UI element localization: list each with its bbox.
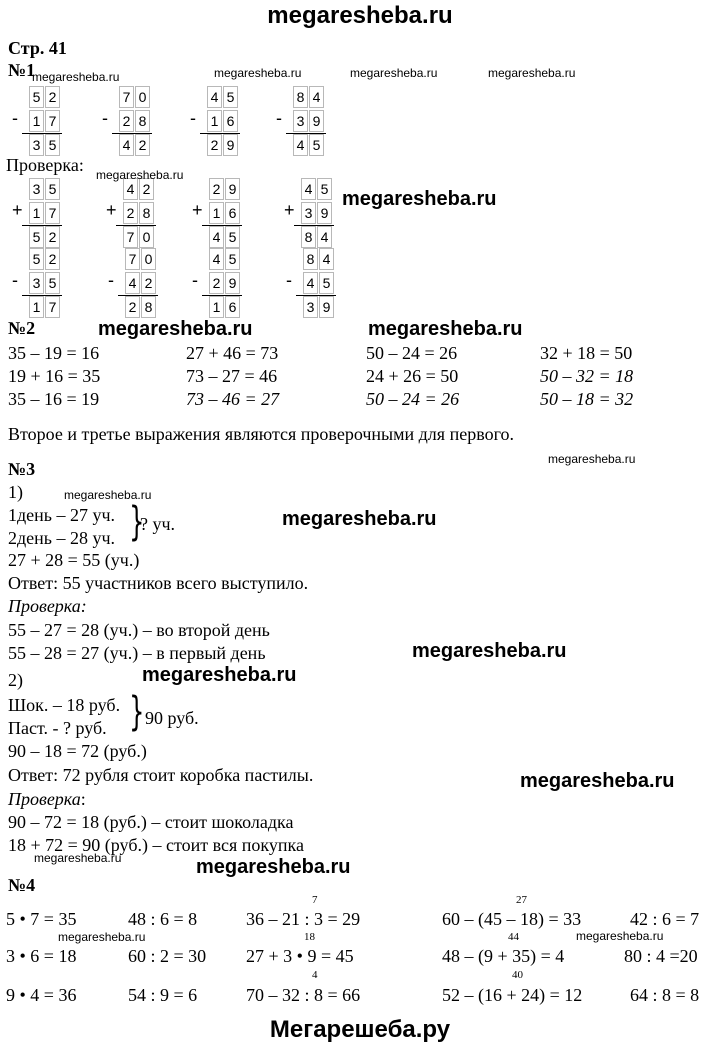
watermark: megaresheba.ru (98, 318, 253, 340)
task1-title: №1 (8, 60, 36, 80)
digit-cell: 5 (319, 272, 334, 294)
operand-row (125, 248, 157, 270)
part-label: 2) (8, 670, 23, 690)
digit-cell: 5 (309, 134, 324, 156)
condition-line: Паст. - ? руб. (8, 718, 107, 738)
check-label-colon: : (80, 789, 86, 809)
digit-cell: 5 (45, 272, 60, 294)
digit-cell: 4 (303, 272, 318, 294)
digit-cell: 7 (45, 296, 60, 318)
equation: 50 – 32 = 18 (540, 366, 634, 386)
operator-sign: - (190, 108, 196, 128)
equation: 73 – 46 = 27 (186, 389, 280, 409)
operator-sign: - (12, 270, 18, 290)
digit-cell: 8 (301, 226, 316, 248)
digit-cell: 9 (225, 178, 240, 200)
check-line: 18 + 72 = 90 (руб.) – стоит вся покупка (8, 835, 304, 855)
watermark: megaresheba.ru (214, 66, 302, 80)
watermark: megaresheba.ru (576, 929, 664, 943)
digit-cell: 4 (319, 248, 334, 270)
digit-cell: 6 (225, 296, 240, 318)
digit-cell: 1 (29, 110, 44, 132)
part-label: 1) (8, 482, 23, 502)
column-calculation (284, 248, 336, 320)
digit-cell: 9 (317, 202, 332, 224)
result-line (116, 225, 156, 226)
task4-title: №4 (8, 875, 36, 895)
calculation: 27 + 28 = 55 (уч.) (8, 550, 140, 570)
digit-cell: 1 (29, 202, 44, 224)
operand-row (303, 248, 335, 270)
watermark: megaresheba.ru (368, 318, 523, 340)
operand-row (29, 178, 61, 200)
equation: 50 – 24 = 26 (366, 343, 458, 363)
column-calculation (190, 178, 242, 250)
digit-cell: 2 (209, 178, 224, 200)
equation: 9 • 4 = 36 (6, 985, 77, 1005)
column-calculation (106, 248, 158, 320)
result-line (202, 295, 242, 296)
operand-row (209, 202, 241, 224)
equation: 50 – 24 = 26 (366, 389, 460, 409)
result-row (29, 296, 61, 318)
digit-cell: 2 (45, 86, 60, 108)
digit-cell: 2 (135, 134, 150, 156)
operator-sign: - (12, 108, 18, 128)
result-line (202, 225, 242, 226)
operator-sign: + (284, 200, 295, 220)
digit-cell: 4 (317, 226, 332, 248)
operand-row (293, 110, 325, 132)
digit-cell: 5 (225, 248, 240, 270)
digit-cell: 4 (293, 134, 308, 156)
digit-cell: 1 (207, 110, 222, 132)
answer: Ответ: 72 рубля стоит коробка пастилы. (8, 765, 314, 785)
digit-cell: 5 (45, 178, 60, 200)
digit-cell: 8 (303, 248, 318, 270)
digit-cell: 0 (135, 86, 150, 108)
operator-sign: + (192, 200, 203, 220)
site-header: megaresheba.ru (267, 2, 453, 29)
operand-row (301, 178, 333, 200)
operator-sign: - (108, 270, 114, 290)
operand-row (29, 202, 61, 224)
step-number: 7 (312, 894, 318, 906)
digit-cell: 8 (139, 202, 154, 224)
digit-cell: 5 (29, 226, 44, 248)
question: ? уч. (140, 514, 176, 534)
equation: 24 + 26 = 50 (366, 366, 459, 386)
digit-cell: 4 (207, 86, 222, 108)
result-row (293, 134, 325, 156)
operand-row (301, 202, 333, 224)
operator-sign: + (12, 200, 23, 220)
digit-cell: 1 (209, 296, 224, 318)
result-line (22, 133, 62, 134)
digit-cell: 4 (309, 86, 324, 108)
column-calculation (282, 178, 334, 250)
watermark: megaresheba.ru (58, 930, 146, 944)
condition-line: 1день – 27 уч. (8, 505, 116, 525)
result-line (296, 295, 336, 296)
digit-cell: 4 (119, 134, 134, 156)
digit-cell: 6 (225, 202, 240, 224)
step-number: 44 (508, 931, 519, 943)
operand-row (29, 110, 61, 132)
digit-cell: 6 (223, 110, 238, 132)
digit-cell: 2 (119, 110, 134, 132)
watermark: megaresheba.ru (520, 770, 675, 792)
column-calculation (10, 86, 62, 158)
answer: Ответ: 55 участников всего выступило. (8, 573, 309, 593)
result-line (286, 133, 326, 134)
digit-cell: 5 (317, 178, 332, 200)
watermark: megaresheba.ru (34, 851, 122, 865)
result-row (123, 226, 155, 248)
digit-cell: 2 (45, 226, 60, 248)
watermark: megaresheba.ru (350, 66, 438, 80)
site-footer: Мегарешеба.ру (269, 1016, 451, 1043)
watermark: megaresheba.ru (548, 452, 636, 466)
result-row (209, 296, 241, 318)
watermark: megaresheba.ru (64, 488, 152, 502)
watermark: megaresheba.ru (142, 664, 297, 686)
digit-cell: 3 (301, 202, 316, 224)
digit-cell: 8 (141, 296, 156, 318)
digit-cell: 0 (141, 248, 156, 270)
brace-icon: } (129, 689, 145, 735)
column-calculation (104, 178, 156, 250)
calculation: 90 – 18 = 72 (руб.) (8, 741, 147, 761)
digit-cell: 7 (123, 226, 138, 248)
result-row (29, 226, 61, 248)
equation: 80 : 4 =20 (624, 946, 698, 966)
digit-cell: 2 (123, 202, 138, 224)
result-line (22, 295, 62, 296)
watermark: megaresheba.ru (488, 66, 576, 80)
operator-sign: - (286, 270, 292, 290)
operand-row (123, 202, 155, 224)
equation: 19 + 16 = 35 (8, 366, 101, 386)
operand-row (125, 272, 157, 294)
task2-title: №2 (8, 318, 36, 338)
equation: 60 – (45 – 18) = 33 (442, 909, 582, 929)
step-number: 40 (512, 969, 523, 981)
equation: 35 – 19 = 16 (8, 343, 100, 363)
digit-cell: 1 (29, 296, 44, 318)
step-number: 27 (516, 894, 527, 906)
check-label: Проверка: (8, 596, 87, 616)
digit-cell: 5 (29, 86, 44, 108)
equation: 42 : 6 = 7 (630, 909, 700, 929)
total: 90 руб. (145, 708, 199, 728)
result-line (200, 133, 240, 134)
digit-cell: 2 (45, 248, 60, 270)
result-row (119, 134, 151, 156)
digit-cell: 9 (225, 272, 240, 294)
equation: 52 – (16 + 24) = 12 (442, 985, 583, 1005)
digit-cell: 2 (141, 272, 156, 294)
operator-sign: - (192, 270, 198, 290)
watermark: megaresheba.ru (196, 856, 351, 878)
digit-cell: 9 (309, 110, 324, 132)
digit-cell: 0 (139, 226, 154, 248)
result-row (207, 134, 239, 156)
digit-cell: 5 (225, 226, 240, 248)
result-line (22, 225, 62, 226)
digit-cell: 9 (319, 296, 334, 318)
task2-note: Второе и третье выражения являются проверочными для первого. (8, 424, 515, 444)
equation: 50 – 18 = 32 (540, 389, 634, 409)
equation: 36 – 21 : 3 = 29 (246, 909, 361, 929)
digit-cell: 8 (135, 110, 150, 132)
column-calculation (10, 178, 62, 250)
result-row (125, 296, 157, 318)
digit-cell: 3 (293, 110, 308, 132)
check-label (8, 789, 86, 810)
equation: 73 – 27 = 46 (186, 366, 278, 386)
result-row (303, 296, 335, 318)
digit-cell: 2 (125, 296, 140, 318)
digit-cell: 7 (45, 202, 60, 224)
digit-cell: 2 (209, 272, 224, 294)
operand-row (29, 272, 61, 294)
digit-cell: 1 (209, 202, 224, 224)
watermark: megaresheba.ru (412, 640, 567, 662)
operand-row (303, 272, 335, 294)
digit-cell: 5 (29, 248, 44, 270)
operand-row (207, 86, 239, 108)
equation: 48 : 6 = 8 (128, 909, 198, 929)
operand-row (29, 248, 61, 270)
equation: 32 + 18 = 50 (540, 343, 633, 363)
column-calculation (100, 86, 152, 158)
operator-sign: - (102, 108, 108, 128)
digit-cell: 4 (209, 248, 224, 270)
operand-row (209, 178, 241, 200)
operand-row (293, 86, 325, 108)
condition-line: 2день – 28 уч. (8, 528, 116, 548)
column-calculation (274, 86, 326, 158)
digit-cell: 5 (45, 134, 60, 156)
operator-sign: - (276, 108, 282, 128)
operand-row (209, 272, 241, 294)
column-calculation (10, 248, 62, 320)
operand-row (119, 110, 151, 132)
operator-sign: + (106, 200, 117, 220)
check-label-text: Проверка (8, 789, 81, 809)
step-number: 4 (312, 969, 318, 981)
check-line: 90 – 72 = 18 (руб.) – стоит шоколадка (8, 812, 294, 832)
equation: 3 • 6 = 18 (6, 946, 77, 966)
watermark: megaresheba.ru (32, 70, 120, 84)
task3-title: №3 (8, 459, 36, 479)
equation: 35 – 16 = 19 (8, 389, 100, 409)
digit-cell: 3 (29, 178, 44, 200)
digit-cell: 4 (209, 226, 224, 248)
check-line: 55 – 27 = 28 (уч.) – во второй день (8, 620, 270, 640)
page-label: Стр. 41 (8, 38, 67, 58)
digit-cell: 4 (125, 272, 140, 294)
equation: 27 + 3 • 9 = 45 (246, 946, 354, 966)
equation: 60 : 2 = 30 (128, 946, 207, 966)
digit-cell: 3 (29, 134, 44, 156)
operand-row (29, 86, 61, 108)
digit-cell: 7 (125, 248, 140, 270)
result-line (118, 295, 158, 296)
watermark: megaresheba.ru (282, 508, 437, 530)
column-calculation (190, 248, 242, 320)
equation: 70 – 32 : 8 = 66 (246, 985, 361, 1005)
digit-cell: 3 (303, 296, 318, 318)
operand-row (119, 86, 151, 108)
equation: 27 + 46 = 73 (186, 343, 279, 363)
operand-row (209, 248, 241, 270)
check-label: Проверка: (6, 155, 84, 175)
check-line: 55 – 28 = 27 (уч.) – в первый день (8, 643, 266, 663)
digit-cell: 7 (45, 110, 60, 132)
equation: 64 : 8 = 8 (630, 985, 700, 1005)
digit-cell: 3 (29, 272, 44, 294)
digit-cell: 7 (119, 86, 134, 108)
digit-cell: 2 (139, 178, 154, 200)
equation: 5 • 7 = 35 (6, 909, 77, 929)
condition-line: Шок. – 18 руб. (8, 695, 121, 715)
digit-cell: 4 (301, 178, 316, 200)
digit-cell: 8 (293, 86, 308, 108)
digit-cell: 2 (207, 134, 222, 156)
watermark: megaresheba.ru (96, 168, 184, 182)
operand-row (207, 110, 239, 132)
digit-cell: 5 (223, 86, 238, 108)
watermark: megaresheba.ru (342, 188, 497, 210)
result-row (301, 226, 333, 248)
step-number: 18 (304, 931, 315, 943)
equation: 54 : 9 = 6 (128, 985, 198, 1005)
brace-icon: } (129, 499, 145, 545)
result-line (112, 133, 152, 134)
result-row (29, 134, 61, 156)
result-row (209, 226, 241, 248)
column-calculation (188, 86, 240, 158)
equation: 48 – (9 + 35) = 4 (442, 946, 565, 966)
digit-cell: 9 (223, 134, 238, 156)
digit-cell: 4 (123, 178, 138, 200)
result-line (294, 225, 334, 226)
